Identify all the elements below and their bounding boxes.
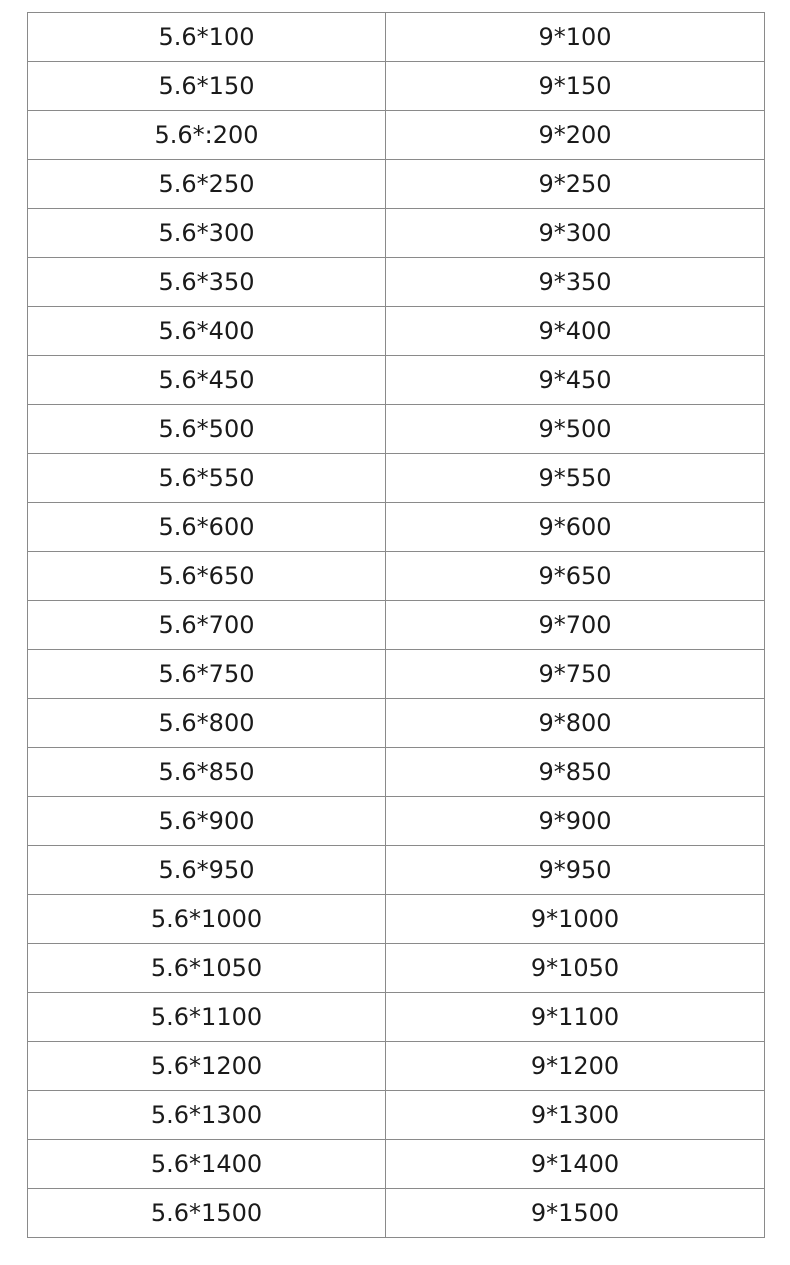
table-cell-right: 9*150	[386, 62, 765, 111]
table-cell-left: 5.6*650	[28, 552, 386, 601]
table-cell-left: 5.6*300	[28, 209, 386, 258]
table-row	[28, 62, 765, 111]
table-cell-right: 9*1000	[386, 895, 765, 944]
table-cell-left: 5.6*1000	[28, 895, 386, 944]
table-row	[28, 1042, 765, 1091]
table-row	[28, 601, 765, 650]
table-cell-left: 5.6*150	[28, 62, 386, 111]
table-cell-left: 5.6*750	[28, 650, 386, 699]
table-row	[28, 1189, 765, 1238]
table-row	[28, 503, 765, 552]
table-row	[28, 797, 765, 846]
table-row	[28, 846, 765, 895]
table-row	[28, 454, 765, 503]
table-cell-left: 5.6*350	[28, 258, 386, 307]
table-cell-left: 5.6*1100	[28, 993, 386, 1042]
table-row	[28, 258, 765, 307]
table-cell-right: 9*1050	[386, 944, 765, 993]
table-row	[28, 111, 765, 160]
table-cell-left: 5.6*850	[28, 748, 386, 797]
table-cell-left: 5.6*900	[28, 797, 386, 846]
table-cell-left: 5.6*1300	[28, 1091, 386, 1140]
table-cell-right: 9*900	[386, 797, 765, 846]
table-cell-right: 9*650	[386, 552, 765, 601]
table-row	[28, 650, 765, 699]
table-cell-left: 5.6*950	[28, 846, 386, 895]
table-row	[28, 307, 765, 356]
table-cell-right: 9*600	[386, 503, 765, 552]
table-row	[28, 1091, 765, 1140]
table-row	[28, 209, 765, 258]
table-cell-right: 9*1100	[386, 993, 765, 1042]
table-cell-left: 5.6*100	[28, 13, 386, 62]
table-cell-right: 9*550	[386, 454, 765, 503]
table-cell-right: 9*1400	[386, 1140, 765, 1189]
table-row	[28, 748, 765, 797]
table-cell-left: 5.6*250	[28, 160, 386, 209]
table-cell-left: 5.6*500	[28, 405, 386, 454]
table-cell-right: 9*1500	[386, 1189, 765, 1238]
table-cell-right: 9*850	[386, 748, 765, 797]
table-cell-left: 5.6*1400	[28, 1140, 386, 1189]
table-cell-left: 5.6*1200	[28, 1042, 386, 1091]
table-cell-left: 5.6*700	[28, 601, 386, 650]
table-cell-left: 5.6*1050	[28, 944, 386, 993]
table-row	[28, 356, 765, 405]
table-cell-right: 9*350	[386, 258, 765, 307]
table-row	[28, 895, 765, 944]
table-cell-right: 9*400	[386, 307, 765, 356]
table-cell-right: 9*800	[386, 699, 765, 748]
table-cell-left: 5.6*600	[28, 503, 386, 552]
table-row	[28, 160, 765, 209]
table-cell-right: 9*950	[386, 846, 765, 895]
table-row	[28, 405, 765, 454]
table-cell-left: 5.6*1500	[28, 1189, 386, 1238]
table-cell-left: 5.6*:200	[28, 111, 386, 160]
table-row	[28, 944, 765, 993]
table-cell-left: 5.6*450	[28, 356, 386, 405]
table-cell-right: 9*1200	[386, 1042, 765, 1091]
table-cell-right: 9*750	[386, 650, 765, 699]
table-cell-right: 9*100	[386, 13, 765, 62]
table-cell-right: 9*450	[386, 356, 765, 405]
table-row	[28, 699, 765, 748]
table-cell-left: 5.6*400	[28, 307, 386, 356]
table-cell-right: 9*250	[386, 160, 765, 209]
table-cell-left: 5.6*550	[28, 454, 386, 503]
table-cell-right: 9*1300	[386, 1091, 765, 1140]
table-cell-right: 9*200	[386, 111, 765, 160]
table-row	[28, 552, 765, 601]
specification-table-body	[28, 13, 765, 1238]
table-cell-left: 5.6*800	[28, 699, 386, 748]
table-row	[28, 1140, 765, 1189]
table-cell-right: 9*700	[386, 601, 765, 650]
table-cell-right: 9*500	[386, 405, 765, 454]
table-row	[28, 993, 765, 1042]
table-cell-right: 9*300	[386, 209, 765, 258]
specification-table	[27, 12, 765, 1238]
table-row	[28, 13, 765, 62]
